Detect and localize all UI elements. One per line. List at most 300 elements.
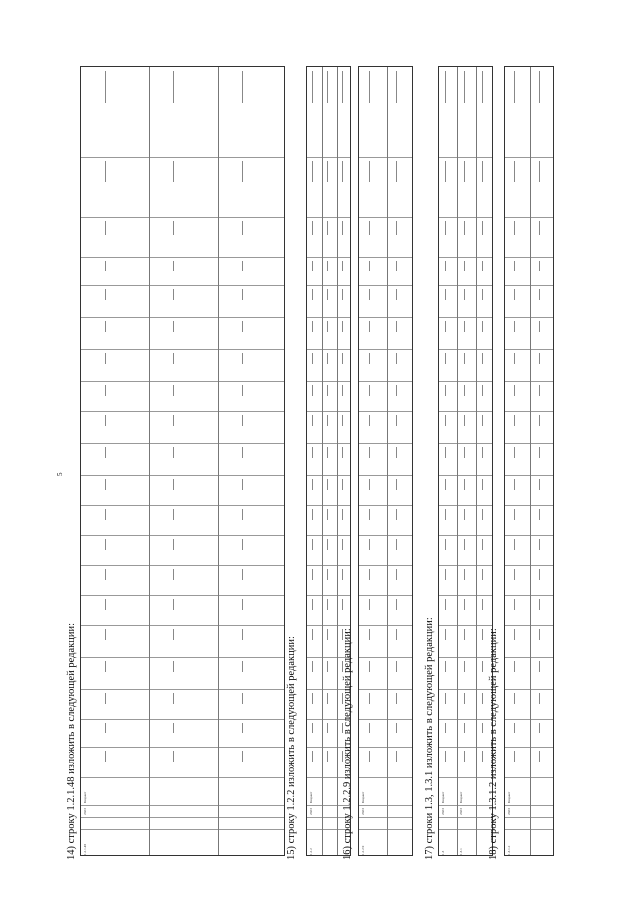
illegible-value-mark xyxy=(445,723,446,733)
illegible-value-mark xyxy=(342,221,343,235)
illegible-value-mark xyxy=(539,509,540,520)
illegible-value-mark xyxy=(312,509,313,520)
illegible-value-mark xyxy=(105,661,106,672)
table-column-rule xyxy=(505,349,553,350)
illegible-value-mark xyxy=(312,693,313,704)
table-column-rule xyxy=(307,217,350,218)
illegible-value-mark xyxy=(173,321,174,332)
illegible-value-mark xyxy=(369,629,370,640)
illegible-value-mark xyxy=(445,693,446,704)
illegible-value-mark xyxy=(464,509,465,520)
table-column-rule xyxy=(81,689,284,690)
illegible-value-mark xyxy=(445,569,446,580)
illegible-value-mark xyxy=(173,261,174,271)
illegible-value-mark xyxy=(242,599,243,610)
table-column-rule xyxy=(81,257,284,258)
illegible-value-mark xyxy=(242,569,243,580)
illegible-value-mark xyxy=(327,71,328,103)
table-column-rule xyxy=(439,747,492,748)
illegible-value-mark xyxy=(539,723,540,733)
illegible-value-mark xyxy=(242,723,243,733)
illegible-value-mark xyxy=(464,385,465,396)
illegible-value-mark xyxy=(173,289,174,300)
table-column-rule xyxy=(81,443,284,444)
illegible-value-mark xyxy=(173,221,174,235)
table-column-rule xyxy=(505,565,553,566)
illegible-value-mark xyxy=(312,161,313,182)
illegible-value-mark xyxy=(327,661,328,672)
illegible-value-mark xyxy=(539,539,540,550)
table-cell: 1.3.1 xyxy=(459,848,464,855)
table-column-rule xyxy=(81,381,284,382)
table-column-rule xyxy=(439,595,492,596)
illegible-value-mark xyxy=(464,261,465,271)
table-cell: Бюджет xyxy=(361,791,365,803)
illegible-value-mark xyxy=(242,415,243,426)
illegible-value-mark xyxy=(482,569,483,580)
table-column-rule xyxy=(439,349,492,350)
table-column-rule xyxy=(307,443,350,444)
illegible-value-mark xyxy=(327,353,328,364)
table-cell: 2023 xyxy=(507,808,511,815)
table-cell: 2023 xyxy=(459,808,464,815)
illegible-value-mark xyxy=(482,161,483,182)
table-row-rule xyxy=(337,67,338,855)
table-column-rule xyxy=(81,217,284,218)
illegible-value-mark xyxy=(445,479,446,490)
illegible-value-mark xyxy=(396,629,397,640)
illegible-value-mark xyxy=(396,385,397,396)
illegible-value-mark xyxy=(242,385,243,396)
illegible-value-mark xyxy=(342,479,343,490)
table-cell: Бюджет xyxy=(83,791,87,803)
illegible-value-mark xyxy=(369,661,370,672)
illegible-value-mark xyxy=(464,751,465,762)
table-column-rule xyxy=(81,535,284,536)
table-column-rule xyxy=(439,829,492,830)
illegible-value-mark xyxy=(514,289,515,300)
illegible-value-mark xyxy=(514,385,515,396)
table-column-rule xyxy=(359,595,412,596)
illegible-value-mark xyxy=(369,161,370,182)
illegible-value-mark xyxy=(396,415,397,426)
illegible-value-mark xyxy=(327,321,328,332)
table-row-rule xyxy=(530,67,531,855)
table-column-rule xyxy=(359,317,412,318)
illegible-value-mark xyxy=(445,539,446,550)
illegible-value-mark xyxy=(369,539,370,550)
illegible-value-mark xyxy=(369,599,370,610)
illegible-value-mark xyxy=(173,509,174,520)
illegible-value-mark xyxy=(342,447,343,458)
section-heading: 17) строки 1.3, 1.3.1 изложить в следующей редакции: xyxy=(424,617,435,860)
table-column-rule xyxy=(307,625,350,626)
table-column-rule xyxy=(359,719,412,720)
table-row-rule xyxy=(218,67,219,855)
illegible-value-mark xyxy=(105,539,106,550)
illegible-value-mark xyxy=(396,321,397,332)
illegible-value-mark xyxy=(539,693,540,704)
illegible-value-mark xyxy=(514,509,515,520)
illegible-value-mark xyxy=(327,539,328,550)
table-row-rule xyxy=(387,67,388,855)
illegible-value-mark xyxy=(369,221,370,235)
illegible-value-mark xyxy=(482,415,483,426)
illegible-value-mark xyxy=(105,353,106,364)
illegible-value-mark xyxy=(312,289,313,300)
illegible-value-mark xyxy=(369,693,370,704)
table-column-rule xyxy=(439,719,492,720)
illegible-value-mark xyxy=(539,629,540,640)
illegible-value-mark xyxy=(514,447,515,458)
illegible-value-mark xyxy=(482,447,483,458)
table-column-rule xyxy=(81,805,284,806)
illegible-value-mark xyxy=(514,71,515,103)
illegible-value-mark xyxy=(327,261,328,271)
illegible-value-mark xyxy=(327,599,328,610)
illegible-value-mark xyxy=(482,693,483,704)
illegible-value-mark xyxy=(173,751,174,762)
illegible-value-mark xyxy=(312,221,313,235)
illegible-value-mark xyxy=(514,221,515,235)
illegible-value-mark xyxy=(445,415,446,426)
table-column-rule xyxy=(439,535,492,536)
table-column-rule xyxy=(505,411,553,412)
illegible-value-mark xyxy=(105,599,106,610)
illegible-value-mark xyxy=(327,629,328,640)
illegible-value-mark xyxy=(539,415,540,426)
illegible-value-mark xyxy=(242,539,243,550)
illegible-value-mark xyxy=(327,693,328,704)
illegible-value-mark xyxy=(482,221,483,235)
illegible-value-mark xyxy=(396,353,397,364)
illegible-value-mark xyxy=(514,569,515,580)
illegible-value-mark xyxy=(482,629,483,640)
illegible-value-mark xyxy=(482,509,483,520)
illegible-value-mark xyxy=(514,599,515,610)
illegible-value-mark xyxy=(173,569,174,580)
table-column-rule xyxy=(439,217,492,218)
illegible-value-mark xyxy=(312,385,313,396)
illegible-value-mark xyxy=(312,71,313,103)
illegible-value-mark xyxy=(482,539,483,550)
table-column-rule xyxy=(439,805,492,806)
illegible-value-mark xyxy=(242,479,243,490)
illegible-value-mark xyxy=(539,447,540,458)
amendment-table xyxy=(438,66,493,856)
illegible-value-mark xyxy=(396,289,397,300)
illegible-value-mark xyxy=(445,385,446,396)
table-column-rule xyxy=(505,381,553,382)
illegible-value-mark xyxy=(539,353,540,364)
illegible-value-mark xyxy=(312,569,313,580)
table-column-rule xyxy=(505,595,553,596)
illegible-value-mark xyxy=(173,353,174,364)
illegible-value-mark xyxy=(514,479,515,490)
illegible-value-mark xyxy=(396,751,397,762)
table-column-rule xyxy=(505,535,553,536)
illegible-value-mark xyxy=(105,415,106,426)
table-column-rule xyxy=(439,157,492,158)
table-column-rule xyxy=(81,595,284,596)
illegible-value-mark xyxy=(327,289,328,300)
table-column-rule xyxy=(505,829,553,830)
illegible-value-mark xyxy=(312,353,313,364)
illegible-value-mark xyxy=(464,71,465,103)
illegible-value-mark xyxy=(342,261,343,271)
table-column-rule xyxy=(505,475,553,476)
table-column-rule xyxy=(81,565,284,566)
table-column-rule xyxy=(439,411,492,412)
section-heading: 16) строку 1.2.2.9 изложить в следующей редакции: xyxy=(342,628,353,860)
table-column-rule xyxy=(439,443,492,444)
table-column-rule xyxy=(307,317,350,318)
illegible-value-mark xyxy=(369,569,370,580)
table-column-rule xyxy=(505,625,553,626)
illegible-value-mark xyxy=(327,161,328,182)
illegible-value-mark xyxy=(369,509,370,520)
illegible-value-mark xyxy=(105,221,106,235)
table-column-rule xyxy=(439,317,492,318)
illegible-value-mark xyxy=(482,261,483,271)
amendment-table xyxy=(504,66,554,856)
illegible-value-mark xyxy=(464,321,465,332)
illegible-value-mark xyxy=(464,569,465,580)
table-column-rule xyxy=(359,381,412,382)
table-column-rule xyxy=(359,257,412,258)
illegible-value-mark xyxy=(242,353,243,364)
illegible-value-mark xyxy=(482,353,483,364)
illegible-value-mark xyxy=(445,751,446,762)
illegible-value-mark xyxy=(514,539,515,550)
illegible-value-mark xyxy=(482,71,483,103)
table-column-rule xyxy=(439,777,492,778)
illegible-value-mark xyxy=(242,661,243,672)
illegible-value-mark xyxy=(312,261,313,271)
illegible-value-mark xyxy=(369,751,370,762)
table-cell: 2023 xyxy=(361,808,365,815)
illegible-value-mark xyxy=(514,321,515,332)
table-column-rule xyxy=(439,657,492,658)
illegible-value-mark xyxy=(464,161,465,182)
illegible-value-mark xyxy=(539,599,540,610)
illegible-value-mark xyxy=(342,415,343,426)
illegible-value-mark xyxy=(327,447,328,458)
table-column-rule xyxy=(359,157,412,158)
illegible-value-mark xyxy=(539,385,540,396)
table-column-rule xyxy=(359,535,412,536)
table-column-rule xyxy=(81,475,284,476)
illegible-value-mark xyxy=(445,321,446,332)
illegible-value-mark xyxy=(464,415,465,426)
illegible-value-mark xyxy=(105,479,106,490)
illegible-value-mark xyxy=(242,71,243,103)
table-cell: 1.2.1.48 xyxy=(83,843,87,855)
table-column-rule xyxy=(359,505,412,506)
table-column-rule xyxy=(81,829,284,830)
illegible-value-mark xyxy=(514,161,515,182)
illegible-value-mark xyxy=(514,353,515,364)
table-row-rule xyxy=(476,67,477,855)
illegible-value-mark xyxy=(105,509,106,520)
illegible-value-mark xyxy=(105,723,106,733)
table-column-rule xyxy=(307,535,350,536)
illegible-value-mark xyxy=(396,509,397,520)
table-column-rule xyxy=(81,777,284,778)
illegible-value-mark xyxy=(173,599,174,610)
table-column-rule xyxy=(505,257,553,258)
table-row-rule xyxy=(322,67,323,855)
illegible-value-mark xyxy=(369,321,370,332)
illegible-value-mark xyxy=(312,723,313,733)
table-column-rule xyxy=(505,217,553,218)
illegible-value-mark xyxy=(396,693,397,704)
illegible-value-mark xyxy=(105,261,106,271)
illegible-value-mark xyxy=(327,569,328,580)
table-column-rule xyxy=(439,817,492,818)
table-row-rule xyxy=(457,67,458,855)
illegible-value-mark xyxy=(105,71,106,103)
table-column-rule xyxy=(81,317,284,318)
illegible-value-mark xyxy=(105,447,106,458)
illegible-value-mark xyxy=(396,723,397,733)
illegible-value-mark xyxy=(242,221,243,235)
table-column-rule xyxy=(81,349,284,350)
illegible-value-mark xyxy=(539,71,540,103)
table-column-rule xyxy=(505,805,553,806)
table-column-rule xyxy=(359,747,412,748)
illegible-value-mark xyxy=(327,509,328,520)
table-column-rule xyxy=(307,595,350,596)
illegible-value-mark xyxy=(482,751,483,762)
table-cell: 2023 xyxy=(441,808,445,815)
table-column-rule xyxy=(359,625,412,626)
illegible-value-mark xyxy=(464,661,465,672)
table-column-rule xyxy=(359,657,412,658)
illegible-value-mark xyxy=(539,661,540,672)
illegible-value-mark xyxy=(464,723,465,733)
illegible-value-mark xyxy=(464,221,465,235)
illegible-value-mark xyxy=(539,479,540,490)
table-column-rule xyxy=(505,747,553,748)
table-cell: Бюджет xyxy=(507,791,511,803)
illegible-value-mark xyxy=(369,723,370,733)
illegible-value-mark xyxy=(482,385,483,396)
illegible-value-mark xyxy=(369,385,370,396)
illegible-value-mark xyxy=(242,289,243,300)
illegible-value-mark xyxy=(482,661,483,672)
illegible-value-mark xyxy=(327,723,328,733)
page-number: 5 xyxy=(56,472,64,476)
illegible-value-mark xyxy=(312,321,313,332)
illegible-value-mark xyxy=(514,629,515,640)
illegible-value-mark xyxy=(396,261,397,271)
illegible-value-mark xyxy=(173,161,174,182)
illegible-value-mark xyxy=(369,479,370,490)
table-column-rule xyxy=(439,565,492,566)
table-cell: Бюджет xyxy=(441,791,445,803)
illegible-value-mark xyxy=(173,629,174,640)
table-column-rule xyxy=(439,505,492,506)
illegible-value-mark xyxy=(464,693,465,704)
illegible-value-mark xyxy=(396,661,397,672)
table-cell: 1.2.2 xyxy=(309,848,313,855)
table-column-rule xyxy=(307,349,350,350)
illegible-value-mark xyxy=(464,289,465,300)
illegible-value-mark xyxy=(327,221,328,235)
illegible-value-mark xyxy=(242,751,243,762)
illegible-value-mark xyxy=(514,261,515,271)
table-column-rule xyxy=(359,689,412,690)
illegible-value-mark xyxy=(342,161,343,182)
illegible-value-mark xyxy=(312,539,313,550)
illegible-value-mark xyxy=(105,693,106,704)
illegible-value-mark xyxy=(327,415,328,426)
illegible-value-mark xyxy=(312,447,313,458)
illegible-value-mark xyxy=(396,569,397,580)
table-row-rule xyxy=(149,67,150,855)
illegible-value-mark xyxy=(445,161,446,182)
illegible-value-mark xyxy=(369,353,370,364)
table-column-rule xyxy=(307,381,350,382)
table-cell: 1.3.1.2 xyxy=(507,845,511,855)
illegible-value-mark xyxy=(327,479,328,490)
table-column-rule xyxy=(81,625,284,626)
illegible-value-mark xyxy=(312,479,313,490)
table-column-rule xyxy=(307,157,350,158)
illegible-value-mark xyxy=(445,289,446,300)
table-column-rule xyxy=(359,475,412,476)
illegible-value-mark xyxy=(369,447,370,458)
illegible-value-mark xyxy=(312,751,313,762)
table-cell: Бюджет xyxy=(309,791,313,803)
table-cell: 1.3 xyxy=(441,850,445,855)
illegible-value-mark xyxy=(396,479,397,490)
table-column-rule xyxy=(439,689,492,690)
table-column-rule xyxy=(505,719,553,720)
illegible-value-mark xyxy=(342,385,343,396)
illegible-value-mark xyxy=(173,71,174,103)
illegible-value-mark xyxy=(173,415,174,426)
table-column-rule xyxy=(505,505,553,506)
table-column-rule xyxy=(439,625,492,626)
illegible-value-mark xyxy=(105,751,106,762)
illegible-value-mark xyxy=(445,509,446,520)
illegible-value-mark xyxy=(514,661,515,672)
illegible-value-mark xyxy=(105,321,106,332)
table-column-rule xyxy=(359,411,412,412)
illegible-value-mark xyxy=(396,539,397,550)
illegible-value-mark xyxy=(369,415,370,426)
table-column-rule xyxy=(505,157,553,158)
table-column-rule xyxy=(439,257,492,258)
table-column-rule xyxy=(81,719,284,720)
table-cell: 1.2.2.9 xyxy=(361,845,365,855)
illegible-value-mark xyxy=(482,599,483,610)
table-column-rule xyxy=(307,565,350,566)
illegible-value-mark xyxy=(396,161,397,182)
table-column-rule xyxy=(359,217,412,218)
illegible-value-mark xyxy=(482,289,483,300)
illegible-value-mark xyxy=(445,447,446,458)
table-column-rule xyxy=(439,381,492,382)
section-heading: 14) строку 1.2.1.48 изложить в следующей редакции: xyxy=(66,622,77,860)
illegible-value-mark xyxy=(445,629,446,640)
table-column-rule xyxy=(307,257,350,258)
table-column-rule xyxy=(505,689,553,690)
illegible-value-mark xyxy=(539,321,540,332)
table-column-rule xyxy=(359,349,412,350)
